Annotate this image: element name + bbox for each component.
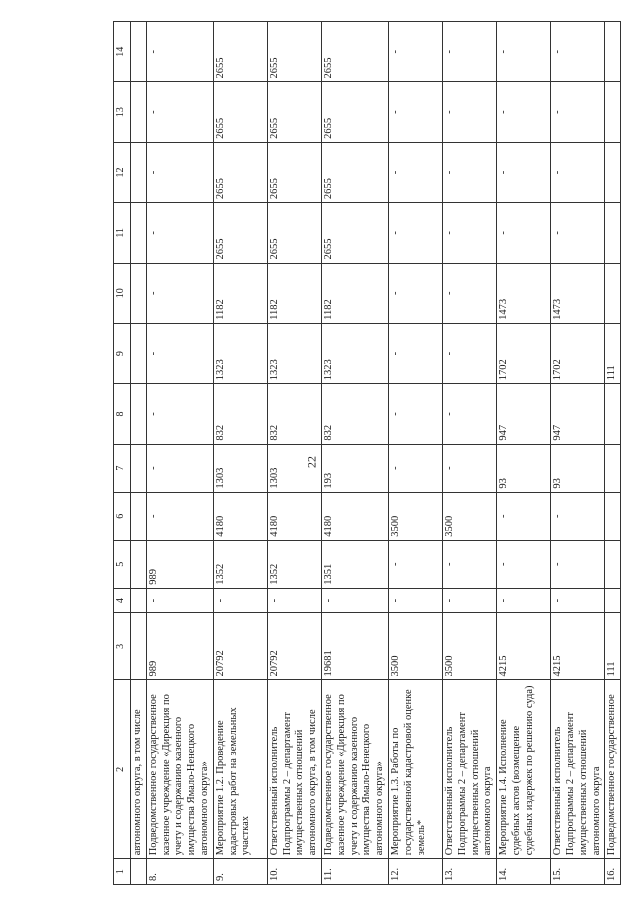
- value-cell: -: [551, 82, 605, 142]
- table-row: [131, 22, 147, 885]
- value-cell: [605, 492, 621, 540]
- table-row: [267, 22, 321, 885]
- budget-table: [113, 21, 621, 885]
- column-header: 8: [114, 384, 131, 444]
- column-header: 7: [114, 444, 131, 492]
- value-cell: -: [551, 142, 605, 202]
- value-cell: 1351: [321, 540, 388, 588]
- value-cell: -: [213, 588, 267, 613]
- value-cell: 1352: [213, 540, 267, 588]
- value-cell: -: [442, 82, 496, 142]
- row-label-cell: Ответственный исполнитель Подпрограммы 2 – департамент имущественных отношений автономного округа: [551, 680, 605, 859]
- table-body: [114, 22, 621, 885]
- table-row: [551, 22, 605, 885]
- value-cell: -: [388, 384, 442, 444]
- value-cell: [605, 82, 621, 142]
- value-cell: -: [146, 384, 213, 444]
- value-cell: 93: [551, 444, 605, 492]
- value-cell: [131, 142, 147, 202]
- value-cell: 4180: [321, 492, 388, 540]
- value-cell: 989: [146, 540, 213, 588]
- value-cell: 1352: [267, 540, 321, 588]
- value-cell: 2655: [267, 203, 321, 263]
- value-cell: [605, 540, 621, 588]
- value-cell: -: [497, 540, 551, 588]
- value-cell: 3500: [388, 492, 442, 540]
- value-cell: 989: [146, 613, 213, 680]
- value-cell: 1303: [267, 444, 321, 492]
- row-label-cell: Ответственный исполнитель Подпрограммы 2 – департамент имущественных отношений автономного округа, в том числе: [267, 680, 321, 859]
- value-cell: -: [146, 82, 213, 142]
- value-cell: -: [442, 444, 496, 492]
- row-label-cell: Подведомственное государственное казенное учреждение «Дирекция по учету и содержанию казенного имущества Ямало-Ненецкого автономного округа»: [146, 680, 213, 859]
- value-cell: -: [267, 588, 321, 613]
- value-cell: -: [146, 22, 213, 82]
- value-cell: 1702: [551, 323, 605, 383]
- value-cell: -: [442, 588, 496, 613]
- value-cell: 1473: [497, 263, 551, 323]
- value-cell: -: [146, 142, 213, 202]
- table-row: [146, 22, 213, 885]
- value-cell: 3500: [442, 613, 496, 680]
- value-cell: 1473: [551, 263, 605, 323]
- value-cell: 3500: [388, 613, 442, 680]
- value-cell: 3500: [442, 492, 496, 540]
- row-number-cell: 12.: [388, 859, 442, 885]
- value-cell: -: [146, 444, 213, 492]
- value-cell: 2655: [321, 82, 388, 142]
- column-header: 4: [114, 588, 131, 613]
- row-number-cell: [131, 859, 147, 885]
- value-cell: 2655: [267, 22, 321, 82]
- header-row: [114, 22, 131, 885]
- value-cell: -: [388, 142, 442, 202]
- row-number-cell: 15.: [551, 859, 605, 885]
- value-cell: 1182: [321, 263, 388, 323]
- row-number-cell: 10.: [267, 859, 321, 885]
- value-cell: -: [146, 263, 213, 323]
- value-cell: 2655: [321, 203, 388, 263]
- value-cell: -: [146, 203, 213, 263]
- value-cell: 4215: [497, 613, 551, 680]
- value-cell: -: [497, 142, 551, 202]
- value-cell: -: [146, 588, 213, 613]
- row-number-cell: 11.: [321, 859, 388, 885]
- value-cell: 832: [321, 384, 388, 444]
- column-header: 9: [114, 323, 131, 383]
- column-header: 14: [114, 22, 131, 82]
- value-cell: [605, 142, 621, 202]
- value-cell: -: [442, 142, 496, 202]
- value-cell: 947: [497, 384, 551, 444]
- value-cell: 111: [605, 323, 621, 383]
- value-cell: 1702: [497, 323, 551, 383]
- table-row: [321, 22, 388, 885]
- value-cell: 193: [321, 444, 388, 492]
- row-number-cell: 13.: [442, 859, 496, 885]
- value-cell: 19681: [321, 613, 388, 680]
- value-cell: -: [321, 588, 388, 613]
- value-cell: [131, 540, 147, 588]
- row-label-cell: автономного округа, в том числе: [131, 680, 147, 859]
- value-cell: 832: [267, 384, 321, 444]
- value-cell: [131, 22, 147, 82]
- value-cell: [131, 263, 147, 323]
- value-cell: [605, 203, 621, 263]
- row-label-cell: Подведомственное государственное: [605, 680, 621, 859]
- value-cell: -: [442, 22, 496, 82]
- value-cell: -: [388, 203, 442, 263]
- value-cell: [605, 263, 621, 323]
- value-cell: [131, 82, 147, 142]
- row-number-cell: 14.: [497, 859, 551, 885]
- value-cell: 4180: [267, 492, 321, 540]
- value-cell: 1182: [213, 263, 267, 323]
- value-cell: 2655: [213, 22, 267, 82]
- value-cell: -: [388, 22, 442, 82]
- column-header: 11: [114, 203, 131, 263]
- value-cell: -: [388, 444, 442, 492]
- value-cell: 832: [213, 384, 267, 444]
- value-cell: -: [551, 22, 605, 82]
- column-header: 5: [114, 540, 131, 588]
- value-cell: 20792: [213, 613, 267, 680]
- value-cell: 1303: [213, 444, 267, 492]
- value-cell: 1323: [321, 323, 388, 383]
- table-row: [605, 22, 621, 885]
- column-header: 3: [114, 613, 131, 680]
- value-cell: [605, 22, 621, 82]
- value-cell: 1323: [213, 323, 267, 383]
- value-cell: [131, 613, 147, 680]
- value-cell: 2655: [213, 82, 267, 142]
- column-header: 6: [114, 492, 131, 540]
- value-cell: -: [551, 203, 605, 263]
- table-row: [497, 22, 551, 885]
- value-cell: [605, 588, 621, 613]
- value-cell: 111: [605, 613, 621, 680]
- value-cell: [605, 444, 621, 492]
- value-cell: -: [388, 540, 442, 588]
- value-cell: -: [442, 384, 496, 444]
- value-cell: 20792: [267, 613, 321, 680]
- value-cell: -: [442, 263, 496, 323]
- value-cell: [605, 384, 621, 444]
- value-cell: -: [497, 203, 551, 263]
- value-cell: -: [146, 492, 213, 540]
- page-number: 22: [304, 456, 319, 468]
- value-cell: -: [497, 82, 551, 142]
- value-cell: 1323: [267, 323, 321, 383]
- row-label-cell: Мероприятие 1.2. Проведение кадастровых работ на земельных участках: [213, 680, 267, 859]
- row-label-cell: Мероприятие 1.4. Исполнение судебных актов (возмещение судебных издержек по решению суда): [497, 680, 551, 859]
- table-row: [442, 22, 496, 885]
- value-cell: [131, 203, 147, 263]
- value-cell: -: [442, 203, 496, 263]
- value-cell: -: [497, 22, 551, 82]
- value-cell: 2655: [267, 142, 321, 202]
- row-label-cell: Подведомственное государственное казенное учреждение «Дирекция по учету и содержанию казенного имущества Ямало-Ненецкого автономного округа»: [321, 680, 388, 859]
- value-cell: 2655: [213, 203, 267, 263]
- value-cell: [131, 384, 147, 444]
- value-cell: 2655: [267, 82, 321, 142]
- value-cell: -: [388, 82, 442, 142]
- column-header: 13: [114, 82, 131, 142]
- value-cell: -: [388, 323, 442, 383]
- column-header: 1: [114, 859, 131, 885]
- value-cell: 2655: [321, 22, 388, 82]
- value-cell: -: [497, 588, 551, 613]
- value-cell: -: [551, 540, 605, 588]
- value-cell: [131, 444, 147, 492]
- value-cell: -: [442, 540, 496, 588]
- rotated-table-container: [113, 21, 618, 885]
- value-cell: 1182: [267, 263, 321, 323]
- row-number-cell: 9.: [213, 859, 267, 885]
- value-cell: 947: [551, 384, 605, 444]
- value-cell: 4215: [551, 613, 605, 680]
- table-row: [388, 22, 442, 885]
- row-number-cell: 16.: [605, 859, 621, 885]
- value-cell: 2655: [321, 142, 388, 202]
- value-cell: 4180: [213, 492, 267, 540]
- row-label-cell: Ответственный исполнитель Подпрограммы 2 – департамент имущественных отношений автономного округа: [442, 680, 496, 859]
- value-cell: [131, 323, 147, 383]
- value-cell: -: [442, 323, 496, 383]
- column-header: 10: [114, 263, 131, 323]
- value-cell: -: [388, 263, 442, 323]
- value-cell: -: [388, 588, 442, 613]
- row-number-cell: 8.: [146, 859, 213, 885]
- value-cell: [131, 588, 147, 613]
- value-cell: [131, 492, 147, 540]
- row-label-cell: Мероприятие 1.3. Работы по государственной кадастровой оценке земель*: [388, 680, 442, 859]
- table-row: [213, 22, 267, 885]
- value-cell: -: [551, 588, 605, 613]
- value-cell: 2655: [213, 142, 267, 202]
- value-cell: -: [551, 492, 605, 540]
- column-header: 2: [114, 680, 131, 859]
- value-cell: -: [497, 492, 551, 540]
- value-cell: 93: [497, 444, 551, 492]
- column-header: 12: [114, 142, 131, 202]
- value-cell: -: [146, 323, 213, 383]
